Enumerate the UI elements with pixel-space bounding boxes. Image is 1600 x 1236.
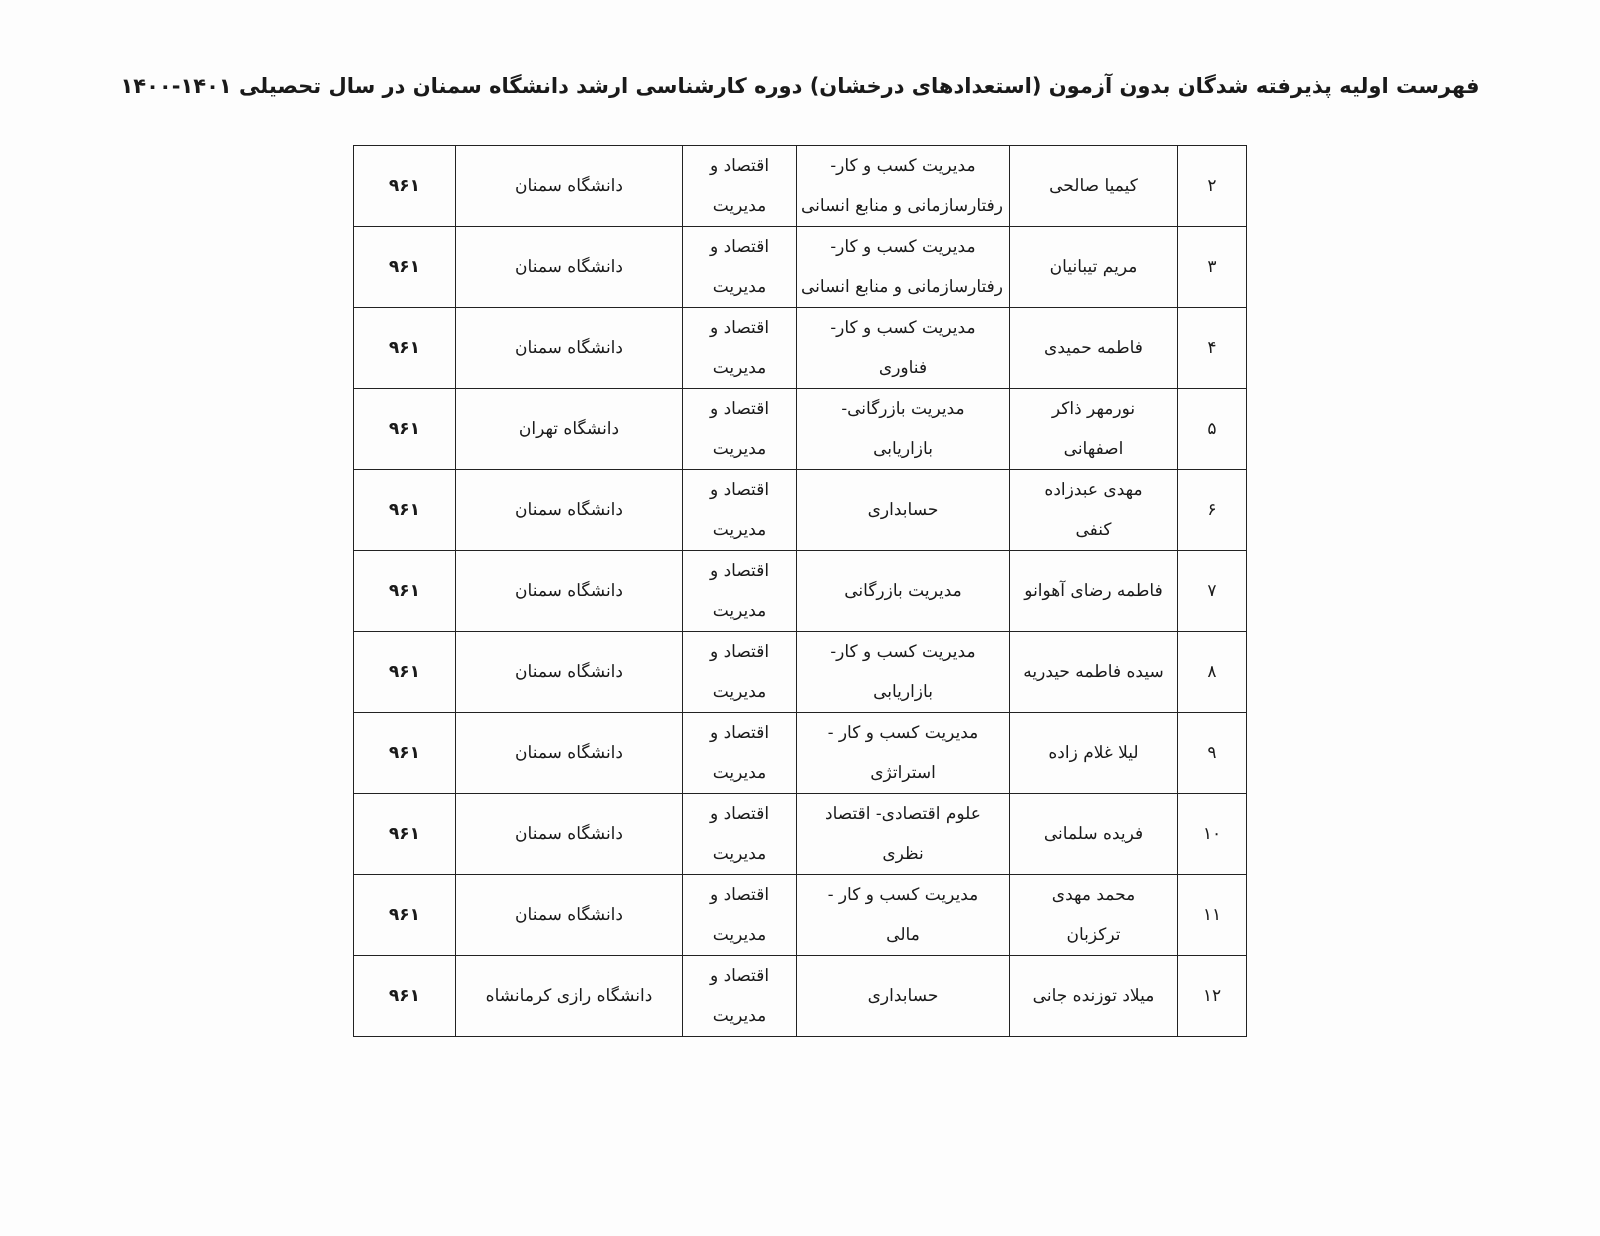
major-cell bbox=[797, 308, 1010, 389]
major-cell-line: مدیریت کسب و کار- bbox=[830, 642, 976, 662]
student-name-cell-line: مهدی عبدزاده bbox=[1044, 480, 1143, 500]
faculty-cell-line: مدیریت bbox=[712, 196, 767, 216]
code-cell: ۹۶۱ bbox=[354, 470, 456, 551]
major-cell-line: مدیریت کسب و کار - bbox=[827, 723, 979, 743]
student-name-cell bbox=[1010, 551, 1178, 632]
code-cell: ۹۶۱ bbox=[354, 956, 456, 1037]
faculty-cell-line: اقتصاد و bbox=[709, 237, 770, 257]
major-cell-line: حسابداری bbox=[867, 986, 939, 1006]
student-name-cell-line: فریده سلمانی bbox=[1043, 824, 1144, 844]
table-row bbox=[354, 389, 1247, 470]
faculty-cell bbox=[683, 875, 797, 956]
admissions-table-body bbox=[354, 146, 1247, 1037]
major-cell-line: مدیریت کسب و کار- bbox=[830, 318, 976, 338]
table-row bbox=[354, 956, 1247, 1037]
university-cell: دانشگاه سمنان bbox=[456, 551, 683, 632]
code-cell: ۹۶۱ bbox=[354, 632, 456, 713]
university-cell: دانشگاه رازی کرمانشاه bbox=[456, 956, 683, 1037]
faculty-cell bbox=[683, 794, 797, 875]
faculty-cell bbox=[683, 308, 797, 389]
row-number-cell: ۱۲ bbox=[1178, 956, 1247, 1037]
major-cell bbox=[797, 551, 1010, 632]
student-name-cell-line: محمد مهدی bbox=[1051, 885, 1136, 905]
university-cell: دانشگاه سمنان bbox=[456, 713, 683, 794]
faculty-cell-line: مدیریت bbox=[712, 277, 767, 297]
table-row bbox=[354, 308, 1247, 389]
faculty-cell-line: اقتصاد و bbox=[709, 966, 770, 986]
student-name-cell-line: کیمیا صالحی bbox=[1049, 176, 1138, 196]
faculty-cell-line: اقتصاد و bbox=[709, 561, 770, 581]
student-name-cell-line: میلاد توزنده جانی bbox=[1032, 986, 1155, 1006]
faculty-cell-line: اقتصاد و bbox=[709, 399, 770, 419]
major-cell-line: علوم اقتصادی- اقتصاد bbox=[825, 804, 981, 824]
student-name-cell bbox=[1010, 875, 1178, 956]
university-cell: دانشگاه سمنان bbox=[456, 875, 683, 956]
student-name-cell bbox=[1010, 794, 1178, 875]
row-number-cell: ۸ bbox=[1178, 632, 1247, 713]
table-row bbox=[354, 470, 1247, 551]
student-name-cell-line: فاطمه رضای آهوانو bbox=[1024, 581, 1163, 601]
code-cell: ۹۶۱ bbox=[354, 389, 456, 470]
major-cell bbox=[797, 470, 1010, 551]
row-number-cell: ۷ bbox=[1178, 551, 1247, 632]
faculty-cell-line: مدیریت bbox=[712, 358, 767, 378]
page-title: فهرست اولیه پذیرفته شدگان بدون آزمون (استعدادهای درخشان) دوره کارشناسی ارشد دانشگاه سمنان در سال تحصیلی ۱۴۰۱-۱۴۰۰ bbox=[120, 74, 1480, 98]
faculty-cell-line: مدیریت bbox=[712, 763, 767, 783]
faculty-cell-line: مدیریت bbox=[712, 844, 767, 864]
row-number-cell: ۱۱ bbox=[1178, 875, 1247, 956]
faculty-cell-line: اقتصاد و bbox=[709, 642, 770, 662]
student-name-cell-line: سیده فاطمه حیدریه bbox=[1023, 662, 1164, 682]
student-name-cell bbox=[1010, 632, 1178, 713]
row-number-cell: ۴ bbox=[1178, 308, 1247, 389]
faculty-cell-line: مدیریت bbox=[712, 682, 767, 702]
university-cell: دانشگاه سمنان bbox=[456, 146, 683, 227]
major-cell-line: مدیریت کسب و کار- bbox=[830, 156, 976, 176]
major-cell bbox=[797, 146, 1010, 227]
table-row bbox=[354, 227, 1247, 308]
major-cell bbox=[797, 632, 1010, 713]
university-cell: دانشگاه سمنان bbox=[456, 227, 683, 308]
university-cell: دانشگاه سمنان bbox=[456, 308, 683, 389]
faculty-cell-line: اقتصاد و bbox=[709, 804, 770, 824]
student-name-cell bbox=[1010, 227, 1178, 308]
university-cell: دانشگاه سمنان bbox=[456, 470, 683, 551]
student-name-cell-line: لیلا غلام زاده bbox=[1048, 743, 1139, 763]
faculty-cell bbox=[683, 551, 797, 632]
student-name-cell-line: مریم تیبانیان bbox=[1049, 257, 1138, 277]
major-cell bbox=[797, 794, 1010, 875]
student-name-cell-line: کنفی bbox=[1075, 520, 1112, 540]
faculty-cell-line: مدیریت bbox=[712, 1006, 767, 1026]
faculty-cell-line: اقتصاد و bbox=[709, 885, 770, 905]
row-number-cell: ۲ bbox=[1178, 146, 1247, 227]
table-row bbox=[354, 551, 1247, 632]
major-cell-line: مدیریت کسب و کار - bbox=[827, 885, 979, 905]
faculty-cell bbox=[683, 227, 797, 308]
faculty-cell-line: اقتصاد و bbox=[709, 723, 770, 743]
table-row bbox=[354, 632, 1247, 713]
student-name-cell bbox=[1010, 308, 1178, 389]
major-cell-line: رفتارسازمانی و منابع انسانی bbox=[801, 196, 1003, 216]
faculty-cell bbox=[683, 956, 797, 1037]
table-row bbox=[354, 146, 1247, 227]
faculty-cell bbox=[683, 146, 797, 227]
student-name-cell-line: اصفهانی bbox=[1063, 439, 1124, 459]
major-cell bbox=[797, 875, 1010, 956]
student-name-cell bbox=[1010, 470, 1178, 551]
student-name-cell bbox=[1010, 956, 1178, 1037]
major-cell-line: نظری bbox=[882, 844, 924, 864]
code-cell: ۹۶۱ bbox=[354, 794, 456, 875]
university-cell: دانشگاه تهران bbox=[456, 389, 683, 470]
student-name-cell-line: فاطمه حمیدی bbox=[1044, 338, 1143, 358]
faculty-cell-line: اقتصاد و bbox=[709, 156, 770, 176]
row-number-cell: ۵ bbox=[1178, 389, 1247, 470]
university-cell: دانشگاه سمنان bbox=[456, 632, 683, 713]
faculty-cell bbox=[683, 713, 797, 794]
major-cell-line: فناوری bbox=[878, 358, 928, 378]
row-number-cell: ۶ bbox=[1178, 470, 1247, 551]
major-cell-line: مالی bbox=[886, 925, 920, 945]
code-cell: ۹۶۱ bbox=[354, 875, 456, 956]
faculty-cell-line: اقتصاد و bbox=[709, 318, 770, 338]
major-cell-line: بازاریابی bbox=[873, 682, 933, 702]
student-name-cell-line: ترکزبان bbox=[1066, 925, 1121, 945]
major-cell-line: استراتژی bbox=[870, 763, 936, 783]
faculty-cell bbox=[683, 389, 797, 470]
university-cell: دانشگاه سمنان bbox=[456, 794, 683, 875]
code-cell: ۹۶۱ bbox=[354, 227, 456, 308]
major-cell-line: بازاریابی bbox=[873, 439, 933, 459]
table-row bbox=[354, 794, 1247, 875]
row-number-cell: ۳ bbox=[1178, 227, 1247, 308]
row-number-cell: ۹ bbox=[1178, 713, 1247, 794]
code-cell: ۹۶۱ bbox=[354, 551, 456, 632]
student-name-cell bbox=[1010, 146, 1178, 227]
student-name-cell-line: نورمهر ذاکر bbox=[1051, 399, 1136, 419]
faculty-cell-line: مدیریت bbox=[712, 520, 767, 540]
table-row bbox=[354, 713, 1247, 794]
code-cell: ۹۶۱ bbox=[354, 713, 456, 794]
code-cell: ۹۶۱ bbox=[354, 308, 456, 389]
faculty-cell bbox=[683, 632, 797, 713]
admissions-table bbox=[353, 145, 1247, 1037]
code-cell: ۹۶۱ bbox=[354, 146, 456, 227]
faculty-cell-line: مدیریت bbox=[712, 601, 767, 621]
major-cell-line: رفتارسازمانی و منابع انسانی bbox=[801, 277, 1003, 297]
row-number-cell: ۱۰ bbox=[1178, 794, 1247, 875]
student-name-cell bbox=[1010, 713, 1178, 794]
major-cell bbox=[797, 956, 1010, 1037]
faculty-cell-line: مدیریت bbox=[712, 439, 767, 459]
major-cell bbox=[797, 713, 1010, 794]
student-name-cell bbox=[1010, 389, 1178, 470]
faculty-cell bbox=[683, 470, 797, 551]
faculty-cell-line: مدیریت bbox=[712, 925, 767, 945]
major-cell-line: مدیریت بازرگانی- bbox=[841, 399, 965, 419]
major-cell bbox=[797, 389, 1010, 470]
major-cell-line: مدیریت بازرگانی bbox=[844, 581, 962, 601]
major-cell-line: مدیریت کسب و کار- bbox=[830, 237, 976, 257]
major-cell bbox=[797, 227, 1010, 308]
table-row bbox=[354, 875, 1247, 956]
major-cell-line: حسابداری bbox=[867, 500, 939, 520]
faculty-cell-line: اقتصاد و bbox=[709, 480, 770, 500]
